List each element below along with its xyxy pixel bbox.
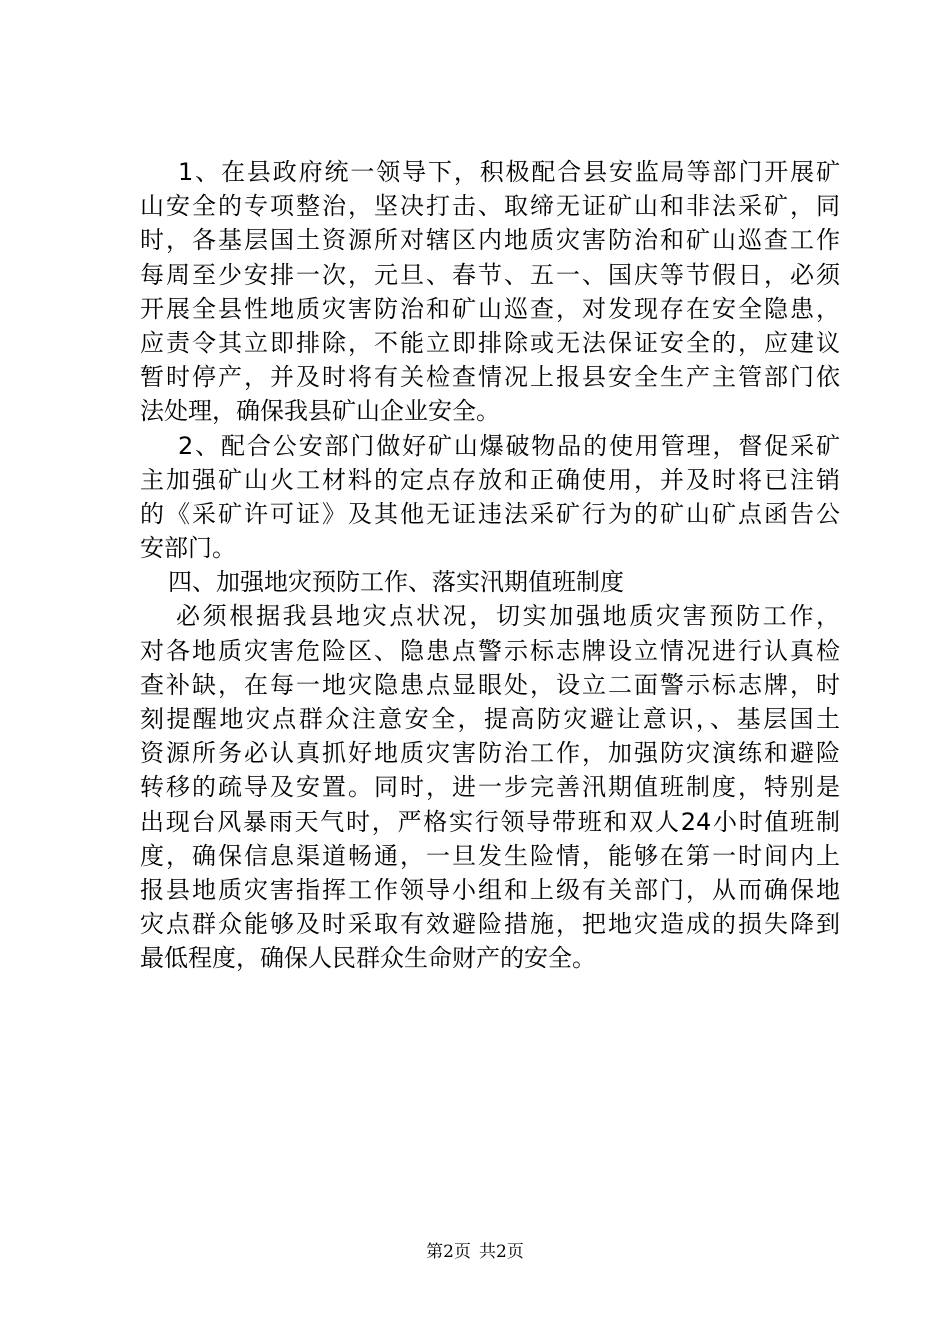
paragraph-line: 资源所务必认真抓好地质灾害防治工作，加强防灾演练和避险	[140, 739, 840, 768]
paragraph-line: 最低程度，确保人民群众生命财产的安全。	[140, 944, 596, 973]
paragraph-line: 必须根据我县地灾点状况，切实加强地质灾害预防工作，	[176, 602, 840, 631]
paragraph-line: 安部门。	[140, 534, 236, 563]
document-body	[140, 155, 840, 976]
paragraph-line: 对各地质灾害危险区、隐患点警示标志牌设立情况进行认真检	[140, 636, 840, 665]
paragraph-line: 应责令其立即排除，不能立即排除或无法保证安全的，应建议	[140, 328, 840, 357]
paragraph-3	[140, 599, 840, 975]
page-total: 共2页	[479, 1242, 524, 1262]
page-footer	[0, 1240, 950, 1264]
paragraph-line: 法处理，确保我县矿山企业安全。	[140, 397, 500, 426]
paragraph-line: 转移的疏导及安置。同时，进一步完善汛期值班制度，特别是	[140, 773, 840, 802]
paragraph-line: 开展全县性地质灾害防治和矿山巡查，对发现存在安全隐患，	[140, 294, 840, 323]
paragraph-line: 主加强矿山火工材料的定点存放和正确使用，并及时将已注销	[140, 465, 840, 494]
paragraph-line: 出现台风暴雨天气时，严格实行领导带班和双人24小时值班制	[140, 807, 840, 836]
paragraph-line: 每周至少安排一次，元旦、春节、五一、国庆等节假日，必须	[140, 260, 840, 289]
paragraph-line: 报县地质灾害指挥工作领导小组和上级有关部门，从而确保地	[140, 875, 840, 904]
paragraph-line: 山安全的专项整治，坚决打击、取缔无证矿山和非法采矿，同	[140, 192, 840, 221]
page-number: 第2页	[426, 1242, 471, 1262]
paragraph-line: 刻提醒地灾点群众注意安全，提高防灾避让意识，、基层国土	[140, 705, 840, 733]
paragraph-1	[140, 155, 840, 429]
paragraph-line: 1、在县政府统一领导下，积极配合县安监局等部门开展矿	[178, 158, 840, 186]
paragraph-2	[140, 429, 840, 566]
paragraph-line: 暂时停产，并及时将有关检查情况上报县安全生产主管部门依	[140, 363, 840, 392]
section-heading: 四、加强地灾预防工作、落实汛期值班制度	[168, 568, 624, 597]
paragraph-line: 时，各基层国土资源所对辖区内地质灾害防治和矿山巡查工作	[140, 226, 840, 255]
paragraph-line: 度，确保信息渠道畅通，一旦发生险情，能够在第一时间内上	[140, 841, 840, 870]
paragraph-line: 的《采矿许可证》及其他无证违法采矿行为的矿山矿点函告公	[140, 499, 840, 528]
paragraph-line: 2、配合公安部门做好矿山爆破物品的使用管理，督促采矿	[178, 431, 840, 460]
paragraph-line: 查补缺，在每一地灾隐患点显眼处，设立二面警示标志牌，时	[140, 670, 840, 699]
paragraph-line: 灾点群众能够及时采取有效避险措施，把地灾造成的损失降到	[140, 910, 840, 939]
